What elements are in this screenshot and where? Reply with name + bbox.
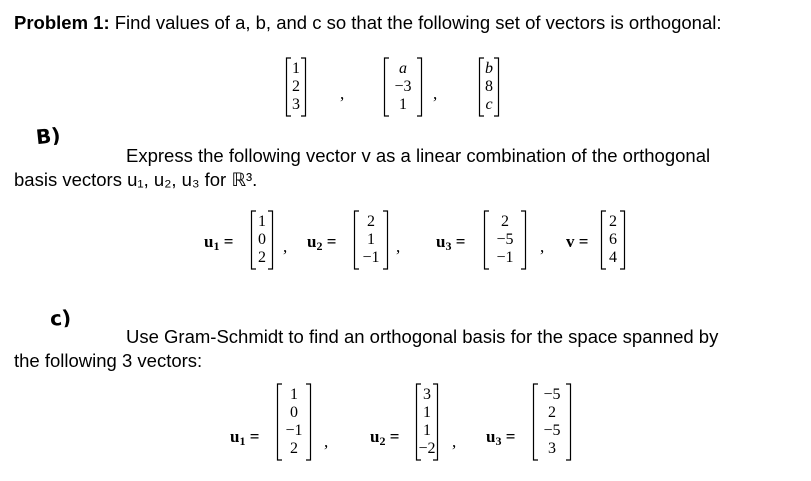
vector-entry: 2 (258, 249, 266, 266)
vector-entry: 8 (485, 78, 493, 95)
vector-entry: c (485, 96, 493, 113)
vector-entry: 1 (258, 213, 266, 230)
vector-entry: −1 (285, 422, 303, 439)
part-b-label-u3: u3 = (436, 232, 466, 253)
part-b-label-v: v = (566, 232, 589, 251)
comma: , (452, 432, 457, 451)
vector-entry: 3 (423, 386, 431, 403)
part-b-vector-v (600, 210, 626, 270)
part-c-line-2: the following 3 vectors: (14, 350, 203, 371)
vector-entry: 1 (423, 404, 431, 421)
vector-entry: 4 (609, 249, 617, 266)
problem-heading (14, 12, 721, 34)
vector-entry: −5 (543, 422, 561, 439)
vector-entry: −5 (543, 386, 561, 403)
part-b-vector-u1 (250, 210, 274, 270)
part-c-line-1: Use Gram-Schmidt to find an orthogonal basis for the space spanned by (126, 326, 719, 347)
problem-vector-3 (478, 57, 500, 117)
vector-entry: 1 (367, 231, 375, 248)
vector-entry: 1 (292, 60, 300, 77)
part-c-vector-u3 (532, 383, 572, 461)
vector-entry: b (485, 60, 493, 77)
vector-entry: 2 (367, 213, 375, 230)
part-b-label-u1: u1 = (204, 232, 234, 253)
part-c-vector-u2 (415, 383, 439, 461)
part-c-label-u1: u1 = (230, 427, 260, 448)
part-b-vector-u3 (483, 210, 527, 270)
comma: , (396, 237, 401, 256)
vector-entry: −5 (496, 231, 514, 248)
part-b-vector-u2 (353, 210, 389, 270)
part-b-marker: B) (34, 122, 62, 150)
vector-entry: 1 (423, 422, 431, 439)
vector-entry: 1 (290, 386, 298, 403)
vector-entry: −1 (496, 249, 514, 266)
vector-entry: 2 (609, 213, 617, 230)
vector-entry: 6 (609, 231, 617, 248)
comma: , (324, 432, 329, 451)
vector-entry: 2 (501, 213, 509, 230)
part-c-marker: c) (48, 304, 73, 332)
vector-entry: 1 (399, 96, 407, 113)
comma: , (433, 84, 438, 103)
problem-label: Problem 1: (14, 12, 110, 33)
part-c-label-u2: u2 = (370, 427, 400, 448)
vector-entry: 2 (292, 78, 300, 95)
part-b-label-u2: u2 = (307, 232, 337, 253)
part-c-vector-u1 (276, 383, 312, 461)
vector-entry: 2 (548, 404, 556, 421)
vector-entry: 0 (258, 231, 266, 248)
problem-vector-2 (383, 57, 423, 117)
vector-entry: −2 (418, 440, 436, 457)
comma: , (540, 237, 545, 256)
vector-entry: 0 (290, 404, 298, 421)
vector-entry: a (399, 60, 407, 77)
part-b-line-1: Express the following vector v as a linear combination of the orthogonal (126, 145, 711, 166)
part-c-label-u3: u3 = (486, 427, 516, 448)
vector-entry: 3 (292, 96, 300, 113)
vector-entry: −1 (362, 249, 380, 266)
comma: , (340, 84, 345, 103)
vector-entry: −3 (394, 78, 412, 95)
comma: , (283, 237, 288, 256)
vector-entry: 2 (290, 440, 298, 457)
part-b-line-2: basis vectors u₁, u₂, u₃ for ℝ³. (14, 169, 258, 190)
vector-entry: 3 (548, 440, 556, 457)
problem-vector-1 (285, 57, 307, 117)
problem-text: Find values of a, b, and c so that the following set of vectors is orthogonal: (109, 12, 722, 33)
